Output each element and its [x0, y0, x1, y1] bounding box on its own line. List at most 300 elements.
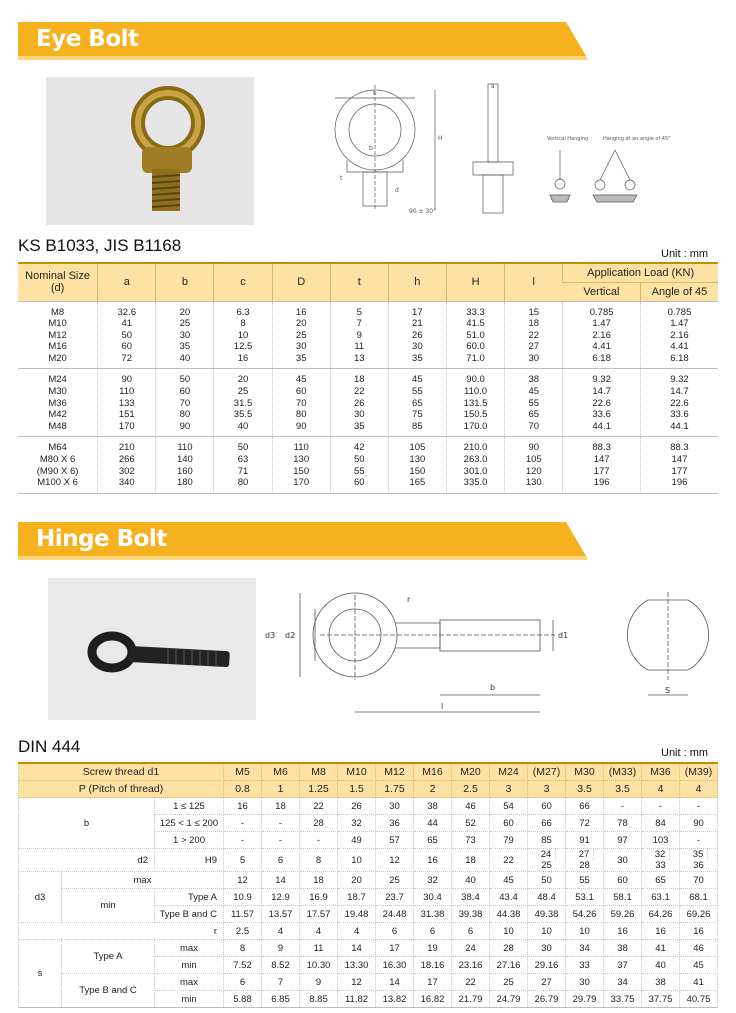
pitch-cell: 1.25 — [300, 781, 338, 798]
value: 6.3 — [236, 306, 250, 318]
value: 60.0 — [466, 341, 485, 353]
cell-h — [388, 301, 446, 369]
r-cell: 2.5 — [224, 923, 262, 940]
cell-vertical — [563, 369, 641, 437]
label-H: H — [438, 135, 443, 142]
value: 15 — [528, 306, 540, 318]
pitch-cell: 2.5 — [452, 781, 490, 798]
value-part: 35 — [689, 849, 709, 860]
value: 210 — [118, 442, 135, 454]
pitch-cell: 4 — [642, 781, 680, 798]
label-angled: Hanging at an angle of 45° — [603, 136, 671, 142]
value: 17 — [412, 306, 423, 318]
d3-min-a-cell: 23.7 — [376, 889, 414, 906]
d3-max-cell: 65 — [642, 872, 680, 889]
d3-min-bc-cell: 11.57 — [224, 906, 262, 923]
header-angle45: Angle of 45 — [640, 282, 718, 301]
pitch-cell: 3.5 — [566, 781, 604, 798]
thread-cell: M36 — [642, 763, 680, 781]
d3-min-bc-cell: 19.48 — [338, 906, 376, 923]
value: 41 — [121, 318, 133, 330]
value: 0.785 — [667, 306, 692, 318]
d3-label: d3 — [19, 872, 62, 923]
s-row — [19, 974, 718, 991]
cell-size — [18, 369, 98, 437]
value: 105 — [525, 454, 542, 466]
d3-min-a-cell: 43.4 — [490, 889, 528, 906]
value: 40 — [237, 420, 249, 432]
r-cell: 10 — [490, 923, 528, 940]
cell-c — [214, 437, 272, 493]
value: 1.47 — [670, 318, 689, 330]
d2-cell: 16 — [414, 849, 452, 872]
pitch-cell: 3.5 — [604, 781, 642, 798]
thread-cell: (M27) — [528, 763, 566, 781]
cell-t — [330, 437, 388, 493]
value: M42 — [48, 409, 67, 421]
d3-min-bc-cell: 31.38 — [414, 906, 452, 923]
value: 133 — [118, 397, 135, 409]
value: 60 — [179, 386, 191, 398]
type-bc-label: Type B and C — [155, 906, 224, 923]
b-condition: 1 ≤ 125 — [155, 798, 224, 815]
s-cell: 41 — [680, 974, 718, 991]
eye-bolt-banner — [18, 22, 588, 60]
s-cell: 29.16 — [528, 957, 566, 974]
label-l: l — [441, 702, 444, 711]
s-cell: 12 — [338, 974, 376, 991]
cell-l — [505, 437, 563, 493]
s-type-a: Type A — [62, 940, 155, 974]
d3-max-cell: 55 — [566, 872, 604, 889]
pitch-cell: 4 — [680, 781, 718, 798]
s-cell: 37 — [604, 957, 642, 974]
s-cell: 5.88 — [224, 991, 262, 1008]
s-cell: 6.85 — [262, 991, 300, 1008]
s-row — [19, 940, 718, 957]
value: 20 — [295, 318, 307, 330]
cell-size — [18, 437, 98, 493]
d3-min-bc-cell: 17.57 — [300, 906, 338, 923]
value: 40 — [179, 352, 191, 364]
d3-min-a-cell: 12.9 — [262, 889, 300, 906]
s-cell: 38 — [642, 974, 680, 991]
value: 26 — [353, 397, 365, 409]
d3-max-cell: 18 — [300, 872, 338, 889]
b-cell: - — [224, 832, 262, 849]
s-cell: 40 — [642, 957, 680, 974]
s-cell: 26.79 — [528, 991, 566, 1008]
b-condition: 1 > 200 — [155, 832, 224, 849]
value: 60 — [295, 386, 307, 398]
value: 120 — [525, 465, 542, 477]
r-cell: 4 — [300, 923, 338, 940]
value: 51.0 — [466, 329, 485, 341]
value: 80 — [237, 477, 249, 489]
b-cell: 65 — [414, 832, 452, 849]
value: 165 — [409, 477, 426, 489]
r-cell: 16 — [680, 923, 718, 940]
cell-c — [214, 301, 272, 369]
value: 180 — [176, 477, 193, 489]
eye-bolt-unit: Unit : mm — [661, 248, 709, 260]
cell-angle45 — [640, 301, 718, 369]
pitch-cell: 3 — [528, 781, 566, 798]
d2-cell: 12 — [376, 849, 414, 872]
s-cell: 17 — [376, 940, 414, 957]
value: 35 — [412, 352, 423, 364]
eye-bolt-photo — [46, 77, 254, 225]
thread-label: Screw thread d1 — [19, 763, 224, 781]
s-label: s — [19, 940, 62, 1008]
b-cell: 103 — [642, 832, 680, 849]
pitch-label: P (Pitch of thread) — [19, 781, 224, 798]
value: 105 — [409, 442, 426, 454]
d3-max-cell: 20 — [338, 872, 376, 889]
value: 35 — [179, 341, 191, 353]
b-cell: 84 — [642, 815, 680, 832]
cell-h — [388, 437, 446, 493]
value: 55 — [412, 386, 423, 398]
value: 4.41 — [592, 341, 611, 353]
s-cell: 11.82 — [338, 991, 376, 1008]
b-cell: - — [224, 815, 262, 832]
b-cell: 26 — [338, 798, 376, 815]
header-vertical: Vertical — [563, 282, 641, 301]
b-cell: 85 — [528, 832, 566, 849]
value: 140 — [176, 454, 193, 466]
s-cell: 9 — [262, 940, 300, 957]
s-cell: 22 — [452, 974, 490, 991]
value: 50 — [121, 329, 133, 341]
value: 266 — [118, 454, 135, 466]
value: 31.5 — [233, 397, 253, 409]
s-cell: 16.30 — [376, 957, 414, 974]
s-cell: 9 — [300, 974, 338, 991]
value-part: 28 — [579, 860, 590, 871]
value: 71 — [237, 465, 249, 477]
value: 55 — [528, 397, 540, 409]
b-cell: 28 — [300, 815, 338, 832]
cell-d — [272, 369, 330, 437]
value: 16 — [237, 352, 249, 364]
value: 177 — [593, 465, 610, 477]
s-cell: 34 — [566, 940, 604, 957]
thread-cell: (M33) — [604, 763, 642, 781]
r-cell: 10 — [528, 923, 566, 940]
hinge-bolt-table — [18, 762, 718, 1008]
value: 30 — [353, 409, 365, 421]
b-cell: 97 — [604, 832, 642, 849]
d2-row — [19, 849, 718, 872]
pitch-row — [19, 781, 718, 798]
value: M36 — [48, 397, 67, 409]
thread-cell: M20 — [452, 763, 490, 781]
label-d3: d3 — [265, 631, 276, 640]
b-cell: - — [300, 832, 338, 849]
thread-cell: M30 — [566, 763, 604, 781]
value: 70 — [179, 397, 191, 409]
value: 41.5 — [466, 318, 485, 330]
value: 60 — [353, 477, 365, 489]
cell-d — [272, 301, 330, 369]
cell-h — [388, 369, 446, 437]
s-type-bc: Type B and C — [62, 974, 155, 1008]
value: 25 — [295, 329, 307, 341]
b-cell: 91 — [566, 832, 604, 849]
header-h: h — [388, 263, 446, 301]
hinge-bolt-drawing — [265, 590, 705, 720]
b-cell: 66 — [528, 815, 566, 832]
d3-max-label: max — [62, 872, 224, 889]
s-cell: 45 — [680, 957, 718, 974]
r-cell: 10 — [566, 923, 604, 940]
value: 0.785 — [589, 306, 614, 318]
value: 90 — [121, 374, 133, 386]
d3-min-bc-cell: 54.26 — [566, 906, 604, 923]
value: M16 — [48, 341, 67, 353]
value: 9.32 — [670, 374, 689, 386]
cell-l — [505, 301, 563, 369]
value: 2.16 — [592, 329, 611, 341]
s-cell: 8.52 — [262, 957, 300, 974]
hinge-bolt-title: Hinge Bolt — [36, 526, 167, 552]
b-row — [19, 798, 718, 815]
label-d2: d2 — [285, 631, 296, 640]
value: 130 — [409, 454, 426, 466]
value: 45 — [528, 386, 540, 398]
b-condition: 125 < 1 ≤ 200 — [155, 815, 224, 832]
thread-cell: (M39) — [680, 763, 718, 781]
d3-min-a-cell: 18.7 — [338, 889, 376, 906]
value: 88.3 — [670, 442, 689, 454]
value: 71.0 — [466, 352, 485, 364]
r-cell: 4 — [338, 923, 376, 940]
s-cell: 18.16 — [414, 957, 452, 974]
eye-group-row — [18, 437, 718, 493]
value: 30 — [528, 352, 540, 364]
value: 7 — [356, 318, 362, 330]
header-D: D — [272, 263, 330, 301]
s-cell: 25 — [490, 974, 528, 991]
pitch-cell: 1.75 — [376, 781, 414, 798]
value: 11 — [354, 341, 365, 353]
d3-max-cell: 60 — [604, 872, 642, 889]
s-cell: 24.79 — [490, 991, 528, 1008]
value: 65 — [528, 409, 540, 421]
s-limit-label: min — [155, 991, 224, 1008]
b-cell: 16 — [224, 798, 262, 815]
value: 150 — [409, 465, 426, 477]
thread-cell: M8 — [300, 763, 338, 781]
value: 35 — [295, 352, 307, 364]
r-label: r — [19, 923, 224, 940]
value: 12.5 — [233, 341, 253, 353]
s-cell: 14 — [376, 974, 414, 991]
b-cell: 49 — [338, 832, 376, 849]
b-cell: - — [680, 798, 718, 815]
value: 170.0 — [463, 420, 488, 432]
value: 50 — [237, 442, 249, 454]
s-cell: 8.85 — [300, 991, 338, 1008]
s-cell: 16.82 — [414, 991, 452, 1008]
value: 55 — [353, 465, 365, 477]
s-cell: 19 — [414, 940, 452, 957]
value: 88.3 — [592, 442, 611, 454]
label-b: b — [369, 145, 373, 152]
cell-size — [18, 301, 98, 369]
value: M30 — [48, 386, 67, 398]
s-cell: 7.52 — [224, 957, 262, 974]
cell-angle45 — [640, 369, 718, 437]
value-part: 25 — [541, 860, 552, 871]
d2-cell — [680, 849, 718, 872]
value: 25 — [179, 318, 191, 330]
value: 18 — [528, 318, 540, 330]
value: 150 — [293, 465, 310, 477]
b-cell: 18 — [262, 798, 300, 815]
d2-cell: 6 — [262, 849, 300, 872]
pitch-cell: 2 — [414, 781, 452, 798]
d3-min-a-cell: 68.1 — [680, 889, 718, 906]
value: M8 — [50, 306, 65, 318]
value: 21 — [412, 318, 423, 330]
s-cell: 11 — [300, 940, 338, 957]
eye-bolt-title: Eye Bolt — [36, 26, 139, 52]
value: M20 — [48, 352, 67, 364]
label-s: S — [665, 686, 671, 695]
value: 45 — [412, 374, 423, 386]
value: 70 — [295, 397, 307, 409]
value: 90 — [295, 420, 307, 432]
label-b: b — [490, 683, 496, 692]
s-cell: 8 — [224, 940, 262, 957]
value: 110 — [177, 442, 193, 454]
s-cell: 14 — [338, 940, 376, 957]
thread-cell: M12 — [376, 763, 414, 781]
value: 90 — [528, 442, 540, 454]
cell-h — [446, 369, 504, 437]
s-cell: 7 — [262, 974, 300, 991]
r-cell: 16 — [604, 923, 642, 940]
s-cell: 34 — [604, 974, 642, 991]
value: 9 — [356, 329, 362, 341]
s-cell: 21.79 — [452, 991, 490, 1008]
s-cell: 27 — [528, 974, 566, 991]
d2-cell: 22 — [490, 849, 528, 872]
value-part: 24 — [537, 849, 557, 860]
s-cell: 37.75 — [642, 991, 680, 1008]
d2-cell: 5 — [224, 849, 262, 872]
value: 80 — [179, 409, 191, 421]
cell-d — [272, 437, 330, 493]
cell-a — [98, 369, 156, 437]
s-cell: 13.30 — [338, 957, 376, 974]
value: 110 — [119, 386, 135, 398]
value: (M90 X 6) — [36, 465, 79, 477]
d3-min-bc-cell: 64.26 — [642, 906, 680, 923]
value: 110 — [293, 442, 309, 454]
d3-max-cell: 40 — [452, 872, 490, 889]
value-part: 32 — [651, 849, 671, 860]
value: 170 — [118, 420, 135, 432]
value: 131.5 — [463, 397, 488, 409]
b-cell: 73 — [452, 832, 490, 849]
value: 44.1 — [592, 420, 611, 432]
cell-angle45 — [640, 437, 718, 493]
d3-min-label: min — [62, 889, 155, 923]
s-cell: 13.82 — [376, 991, 414, 1008]
cell-c — [214, 369, 272, 437]
value: 33.6 — [592, 409, 611, 421]
header-l: l — [505, 263, 563, 301]
d3-min-a-cell: 10.9 — [224, 889, 262, 906]
cell-h — [446, 301, 504, 369]
hinge-bolt-standard: DIN 444 — [18, 737, 81, 756]
r-cell: 6 — [376, 923, 414, 940]
cell-l — [505, 369, 563, 437]
value: 340 — [118, 477, 135, 489]
value: 38 — [528, 374, 540, 386]
cell-t — [330, 369, 388, 437]
value: 44.1 — [670, 420, 689, 432]
cell-a — [98, 437, 156, 493]
eye-group-row — [18, 369, 718, 437]
value: 13 — [353, 352, 365, 364]
pitch-cell: 1.5 — [338, 781, 376, 798]
s-cell: 23.16 — [452, 957, 490, 974]
s-cell: 17 — [414, 974, 452, 991]
s-cell: 30 — [566, 974, 604, 991]
s-cell: 29.79 — [566, 991, 604, 1008]
d3-max-cell: 14 — [262, 872, 300, 889]
value: 22 — [528, 329, 540, 341]
value: 2.16 — [670, 329, 689, 341]
d3-min-a-cell: 38.4 — [452, 889, 490, 906]
value: 27 — [528, 341, 540, 353]
b-cell: - — [642, 798, 680, 815]
d3-min-bc-cell: 44.38 — [490, 906, 528, 923]
value: 75 — [412, 409, 423, 421]
b-cell: 57 — [376, 832, 414, 849]
d3-max-cell: 12 — [224, 872, 262, 889]
b-cell: 78 — [604, 815, 642, 832]
value: 110.0 — [464, 386, 488, 398]
value: 90.0 — [466, 374, 485, 386]
value: M64 — [48, 442, 67, 454]
cell-b — [156, 369, 214, 437]
b-cell: 30 — [376, 798, 414, 815]
b-cell: - — [262, 815, 300, 832]
label-r: r — [407, 595, 411, 604]
value: M10 — [48, 318, 67, 330]
b-cell: 54 — [490, 798, 528, 815]
header-H: H — [446, 263, 504, 301]
b-cell: 60 — [528, 798, 566, 815]
cell-a — [98, 301, 156, 369]
value: 16 — [295, 306, 307, 318]
b-cell: 22 — [300, 798, 338, 815]
value: 14.7 — [670, 386, 689, 398]
value: 1.47 — [592, 318, 611, 330]
value: 9.32 — [592, 374, 611, 386]
b-cell: 38 — [414, 798, 452, 815]
pitch-cell: 1 — [262, 781, 300, 798]
b-cell: 36 — [376, 815, 414, 832]
header-c: c — [214, 263, 272, 301]
value: 33.6 — [670, 409, 689, 421]
value: 70 — [528, 420, 540, 432]
